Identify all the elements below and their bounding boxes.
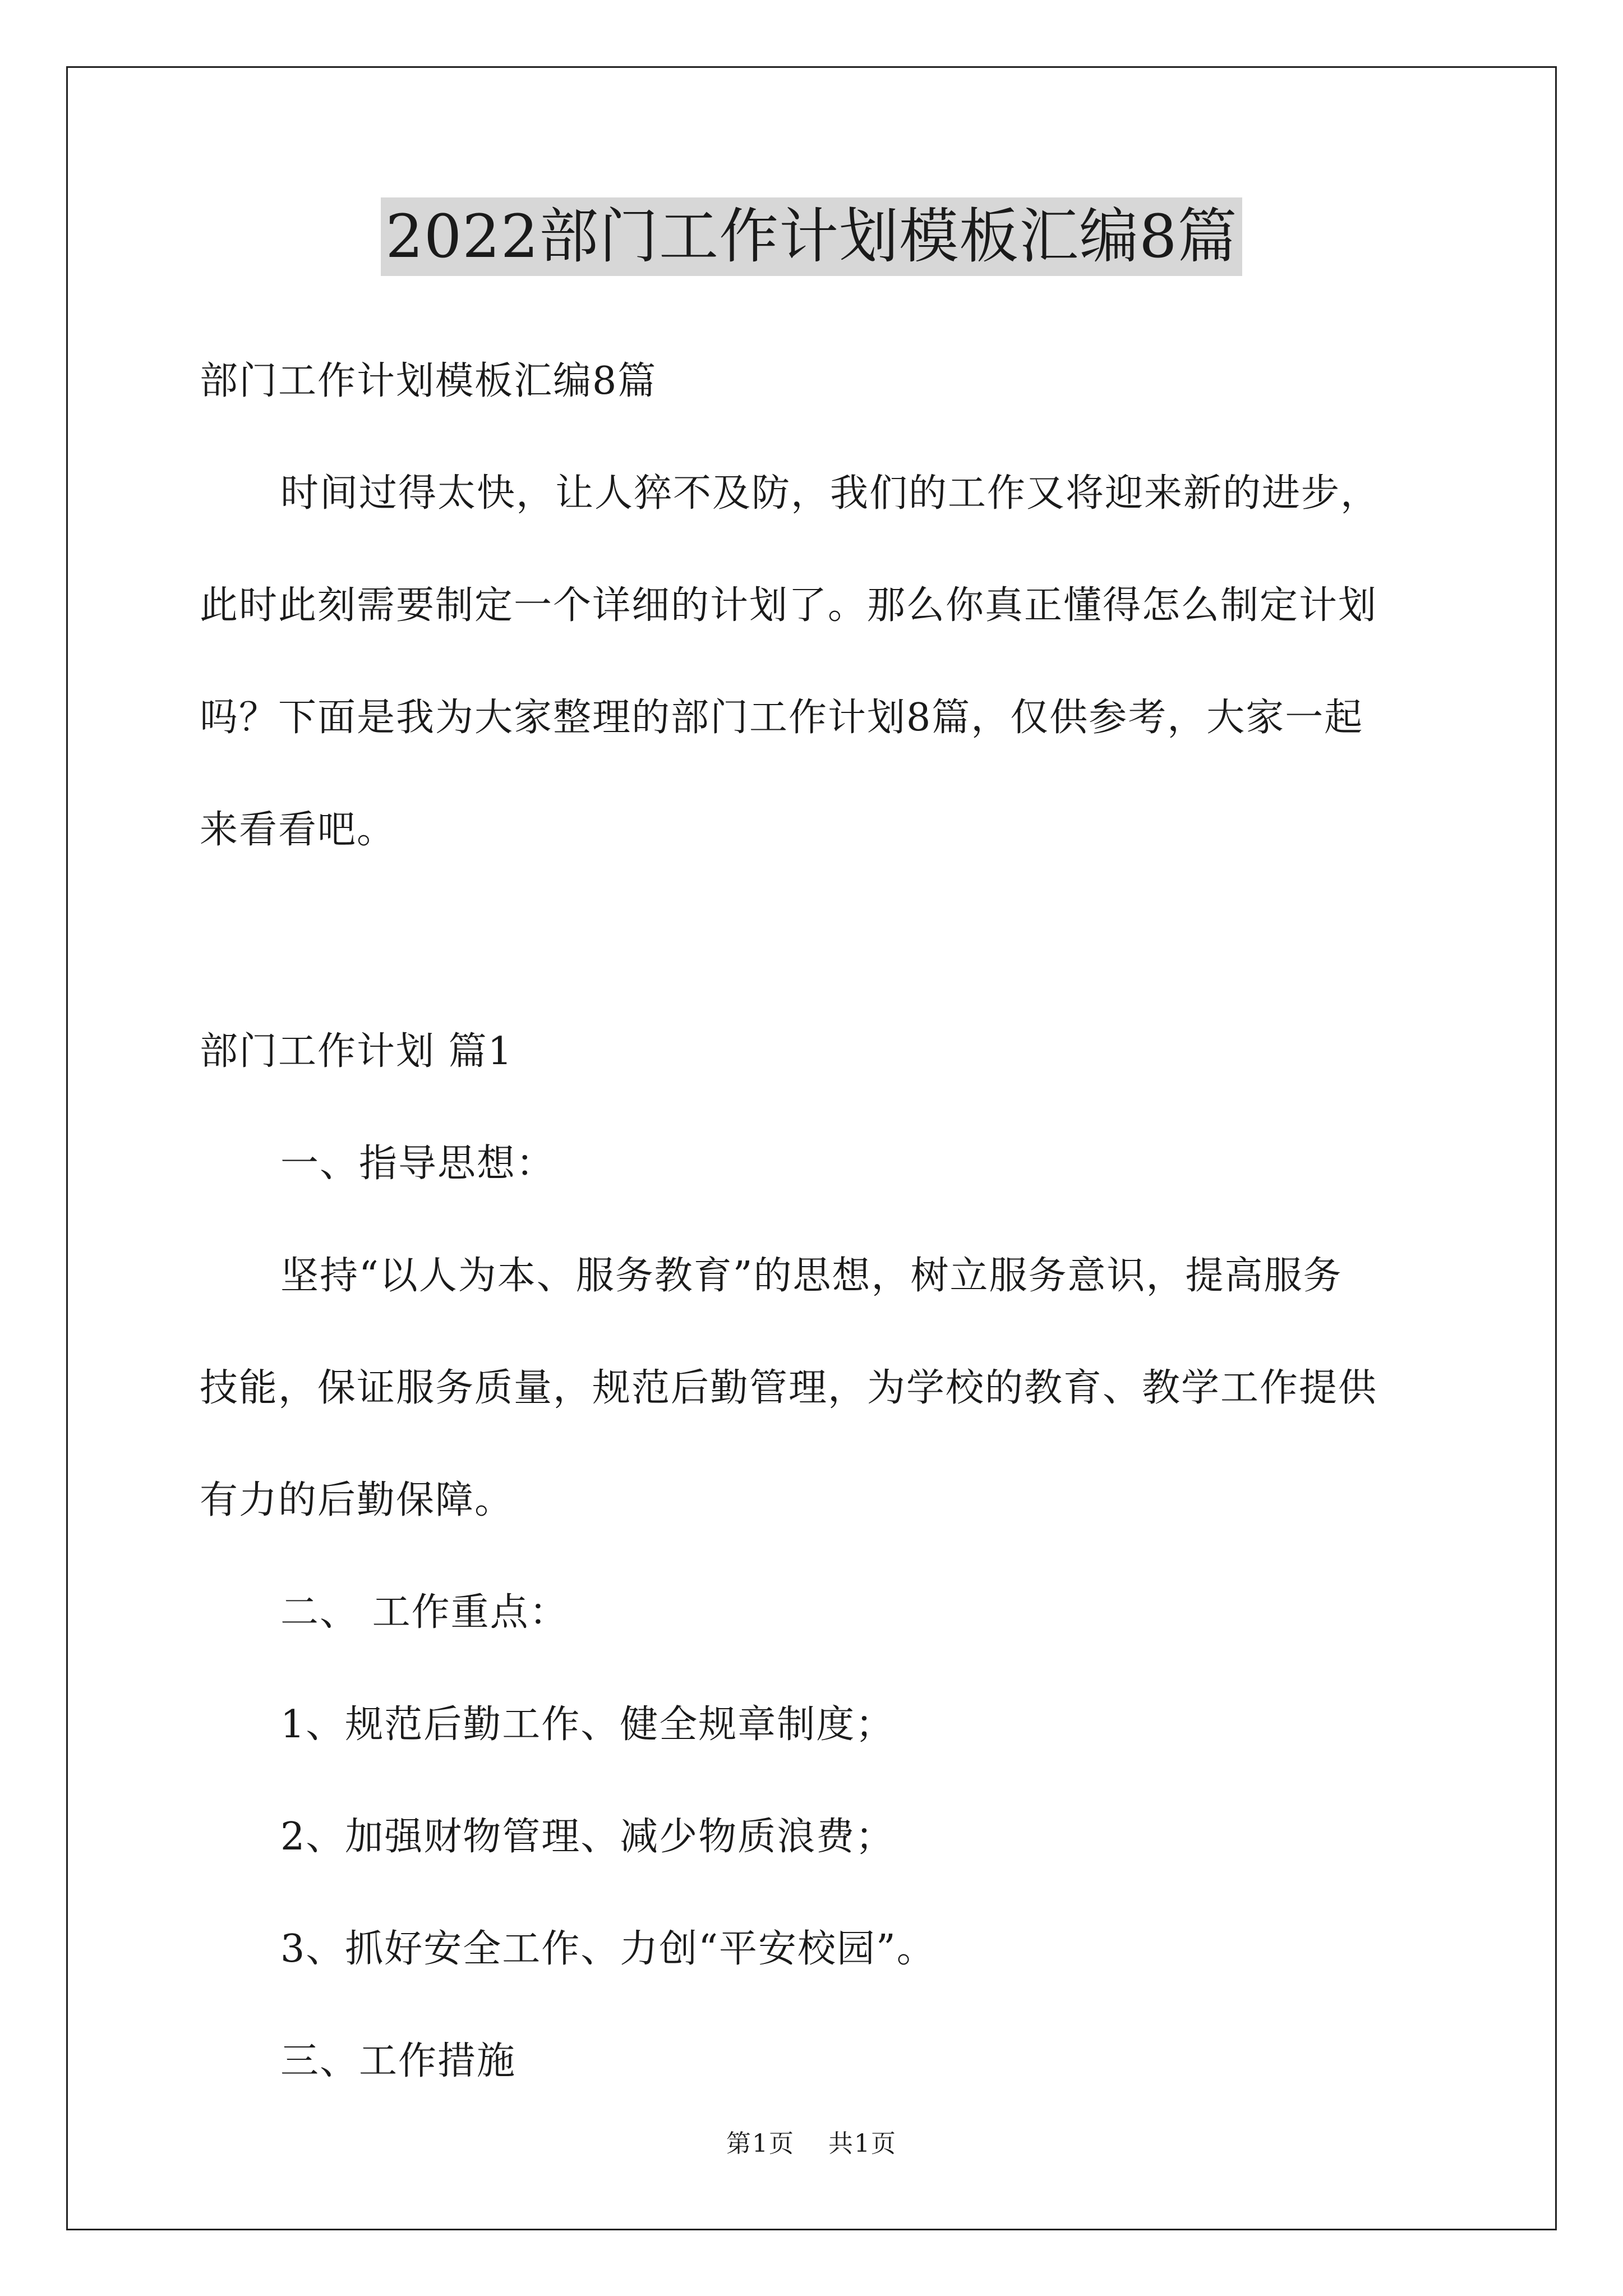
paragraph-1-line-3: 有力的后勤保障。 <box>200 1478 514 1522</box>
document-body <box>200 325 1428 2118</box>
heading-work-focus: 二、 工作重点： <box>280 1590 569 1635</box>
page-total: 共1页 <box>828 2129 897 2158</box>
list-item: 2、加强财物管理、减少物质浪费； <box>280 1815 895 1859</box>
paragraph-1-line-1: 坚持“以人为本、服务教育”的思想，树立服务意识，提高服务 <box>280 1254 1343 1298</box>
page-footer <box>0 2123 1623 2159</box>
document-title: 2022部门工作计划模板汇编8篇 <box>381 197 1242 276</box>
heading-guiding-thought: 一、指导思想： <box>280 1142 556 1186</box>
intro-line-3: 吗？下面是我为大家整理的部门工作计划8篇，仅供参考，大家一起 <box>200 696 1364 740</box>
section-title: 部门工作计划 篇1 <box>200 1029 513 1074</box>
intro-line-2: 此时此刻需要制定一个详细的计划了。那么你真正懂得怎么制定计划 <box>200 583 1378 628</box>
document-subtitle: 部门工作计划模板汇编8篇 <box>200 359 657 403</box>
section-gap <box>200 886 1428 996</box>
list-item: 3、抓好安全工作、力创“平安校园”。 <box>280 1927 936 1971</box>
title-area <box>0 197 1623 276</box>
paragraph-1-line-2: 技能，保证服务质量，规范后勤管理，为学校的教育、教学工作提供 <box>200 1366 1378 1410</box>
page-number: 第1页 <box>726 2129 795 2158</box>
list-item: 1、规范后勤工作、健全规章制度； <box>280 1703 895 1747</box>
intro-line-1: 时间过得太快，让人猝不及防，我们的工作又将迎来新的进步， <box>280 471 1380 516</box>
heading-work-measures: 三、工作措施 <box>280 2039 517 2083</box>
intro-line-4: 来看看吧。 <box>200 808 396 852</box>
